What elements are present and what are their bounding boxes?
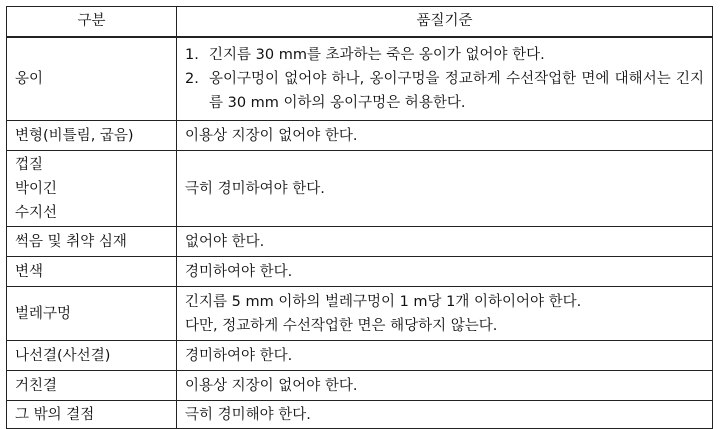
row-criteria: 이용상 지장이 없어야 한다. — [177, 121, 713, 151]
table-row — [7, 121, 713, 151]
row-category: 거친결 — [7, 371, 177, 401]
criteria-list — [185, 43, 704, 115]
criteria-line: 긴지름 5 mm 이하의 벌레구멍이 1 m당 1개 이하이어야 한다. — [185, 293, 582, 310]
list-item — [185, 67, 704, 115]
list-number: 2. — [185, 70, 199, 87]
table-row — [7, 341, 713, 371]
quality-standards-table — [6, 6, 713, 429]
category-line: 껍질 — [15, 156, 44, 173]
row-category — [7, 151, 177, 227]
row-category: 썩음 및 취약 심재 — [7, 227, 177, 257]
list-text: 옹이구멍이 없어야 하나, 옹이구멍을 정교하게 수선작업한 면에 대해서는 긴지름 30 mm 이하의 옹이구멍은 허용한다. — [209, 70, 704, 111]
row-category: 옹이 — [7, 37, 177, 121]
row-criteria: 경미하여야 한다. — [177, 341, 713, 371]
table-row — [7, 257, 713, 287]
header-category: 구분 — [7, 7, 177, 37]
row-criteria: 경미하여야 한다. — [177, 257, 713, 287]
row-criteria — [177, 37, 713, 121]
category-line: 박이긴 — [15, 180, 58, 197]
row-criteria — [177, 287, 713, 341]
table-row — [7, 227, 713, 257]
row-category: 벌레구멍 — [7, 287, 177, 341]
list-number: 1. — [185, 46, 199, 63]
row-criteria: 이용상 지장이 없어야 한다. — [177, 371, 713, 401]
row-criteria: 없어야 한다. — [177, 227, 713, 257]
row-category: 변색 — [7, 257, 177, 287]
row-category: 나선결(사선결) — [7, 341, 177, 371]
table-row — [7, 37, 713, 121]
list-text: 긴지름 30 mm를 초과하는 죽은 옹이가 없어야 한다. — [209, 46, 545, 63]
table-row — [7, 287, 713, 341]
criteria-line: 다만, 정교하게 수선작업한 면은 해당하지 않는다. — [185, 317, 498, 334]
row-category: 변형(비틀림, 굽음) — [7, 121, 177, 151]
row-criteria: 극히 경미해야 한다. — [177, 401, 713, 429]
row-criteria: 극히 경미하여야 한다. — [177, 151, 713, 227]
table-header-row — [7, 7, 713, 37]
table-row — [7, 151, 713, 227]
category-line: 수지선 — [15, 204, 58, 221]
header-quality-standard: 품질기준 — [177, 7, 713, 37]
row-category: 그 밖의 결점 — [7, 401, 177, 429]
table-row — [7, 371, 713, 401]
list-item — [185, 43, 704, 67]
table-row — [7, 401, 713, 429]
